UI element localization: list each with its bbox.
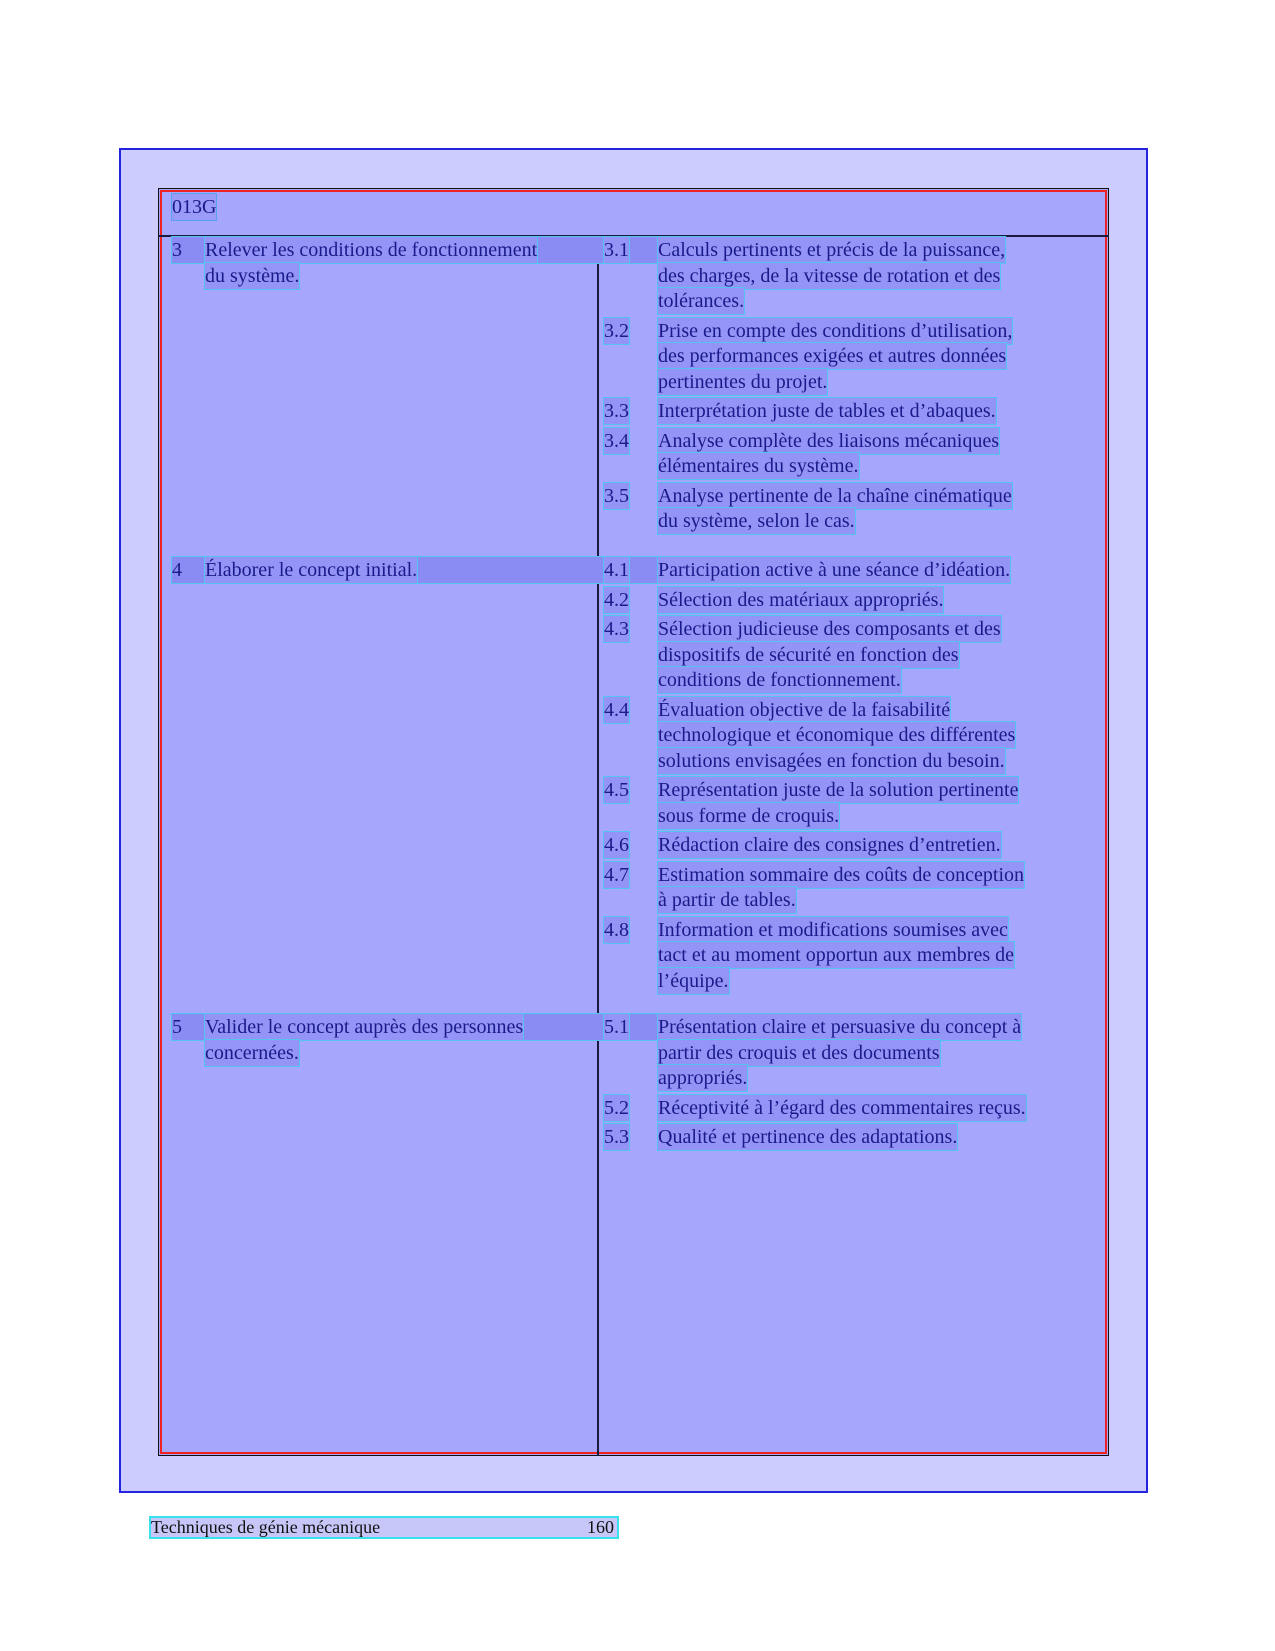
criterion-text: technologique et économique des différentes [658,724,1016,746]
criterion-number: 4.3 [604,618,629,640]
criterion-number: 4.2 [604,588,629,611]
criterion-text: tact et au moment opportun aux membres de [658,944,1015,966]
criterion-text: solutions envisagées en fonction du besoin. [658,749,1005,772]
criterion-number: 3.5 [604,484,629,507]
element-number: 3 [172,239,182,261]
criterion-text: Réceptivité à l’égard des commentaires reçus. [658,1096,1026,1119]
criterion-number: 4.1 [604,559,629,581]
criterion-text: appropriés. [658,1067,748,1089]
criterion-number: 4.6 [604,834,629,856]
criterion-text: Rédaction claire des consignes d’entretien. [658,834,1001,856]
criterion-text: pertinentes du projet. [658,370,828,393]
criterion-text: des performances exigées et autres données [658,345,1007,367]
criterion-text: Analyse complète des liaisons mécaniques [658,429,1000,452]
criterion-text: Prise en compte des conditions d’utilisation, [658,319,1013,342]
criterion-text: à partir de tables. [658,889,796,911]
element-text: Élaborer le concept initial. [205,559,418,581]
page-number: 160 [587,1517,614,1537]
criterion-text: Sélection des matériaux appropriés. [658,588,944,611]
criterion-text: l’équipe. [658,969,729,992]
criterion-text: du système, selon le cas. [658,510,855,532]
criterion-text: des charges, de la vitesse de rotation et des [658,264,1001,287]
criterion-text: Information et modifications soumises avec [658,918,1008,941]
element-text: Relever les conditions de fonctionnement [205,239,538,261]
criterion-number: 3.4 [604,429,629,452]
element-text: du système. [205,264,300,287]
criterion-text: Interprétation juste de tables et d’abaques. [658,400,996,422]
criterion-text: Participation active à une séance d’idéation. [658,559,1011,581]
criterion-number: 5.3 [604,1126,629,1148]
criterion-number: 4.4 [604,698,629,721]
criterion-text: dispositifs de sécurité en fonction des [658,643,959,666]
criterion-text: partir des croquis et des documents [658,1041,940,1064]
element-text: concernées. [205,1041,299,1064]
criterion-text: sous forme de croquis. [658,804,840,827]
criterion-number: 5.2 [604,1096,629,1119]
criterion-text: Sélection judicieuse des composants et des [658,618,1001,640]
course-code: 013G [172,196,217,218]
criterion-text: Estimation sommaire des coûts de conception [658,863,1025,886]
criterion-text: Représentation juste de la solution pertinente [658,779,1019,801]
page-footer [151,1518,617,1537]
element-text: Valider le concept auprès des personnes [205,1016,524,1038]
criterion-number: 3.3 [604,400,629,422]
table-frame [160,190,1107,1454]
criterion-text: Évaluation objective de la faisabilité [658,698,951,721]
criterion-text: Qualité et pertinence des adaptations. [658,1126,958,1148]
criterion-text: élémentaires du système. [658,455,859,477]
criterion-number: 4.5 [604,779,629,801]
column-divider [597,235,599,1456]
criterion-number: 4.8 [604,918,629,941]
criterion-number: 5.1 [604,1016,629,1038]
criterion-number: 3.2 [604,319,629,342]
criterion-number: 3.1 [604,239,629,261]
criterion-text: Présentation claire et persuasive du concept à [658,1016,1022,1038]
element-number: 4 [172,559,182,581]
criterion-number: 4.7 [604,863,629,886]
criterion-text: tolérances. [658,290,745,312]
criterion-text: Calculs pertinents et précis de la puissance, [658,239,1006,261]
criterion-text: conditions de fonctionnement. [658,669,901,691]
footer-title: Techniques de génie mécanique [151,1517,381,1537]
criterion-text: Analyse pertinente de la chaîne cinématique [658,484,1012,507]
element-number: 5 [172,1016,182,1038]
